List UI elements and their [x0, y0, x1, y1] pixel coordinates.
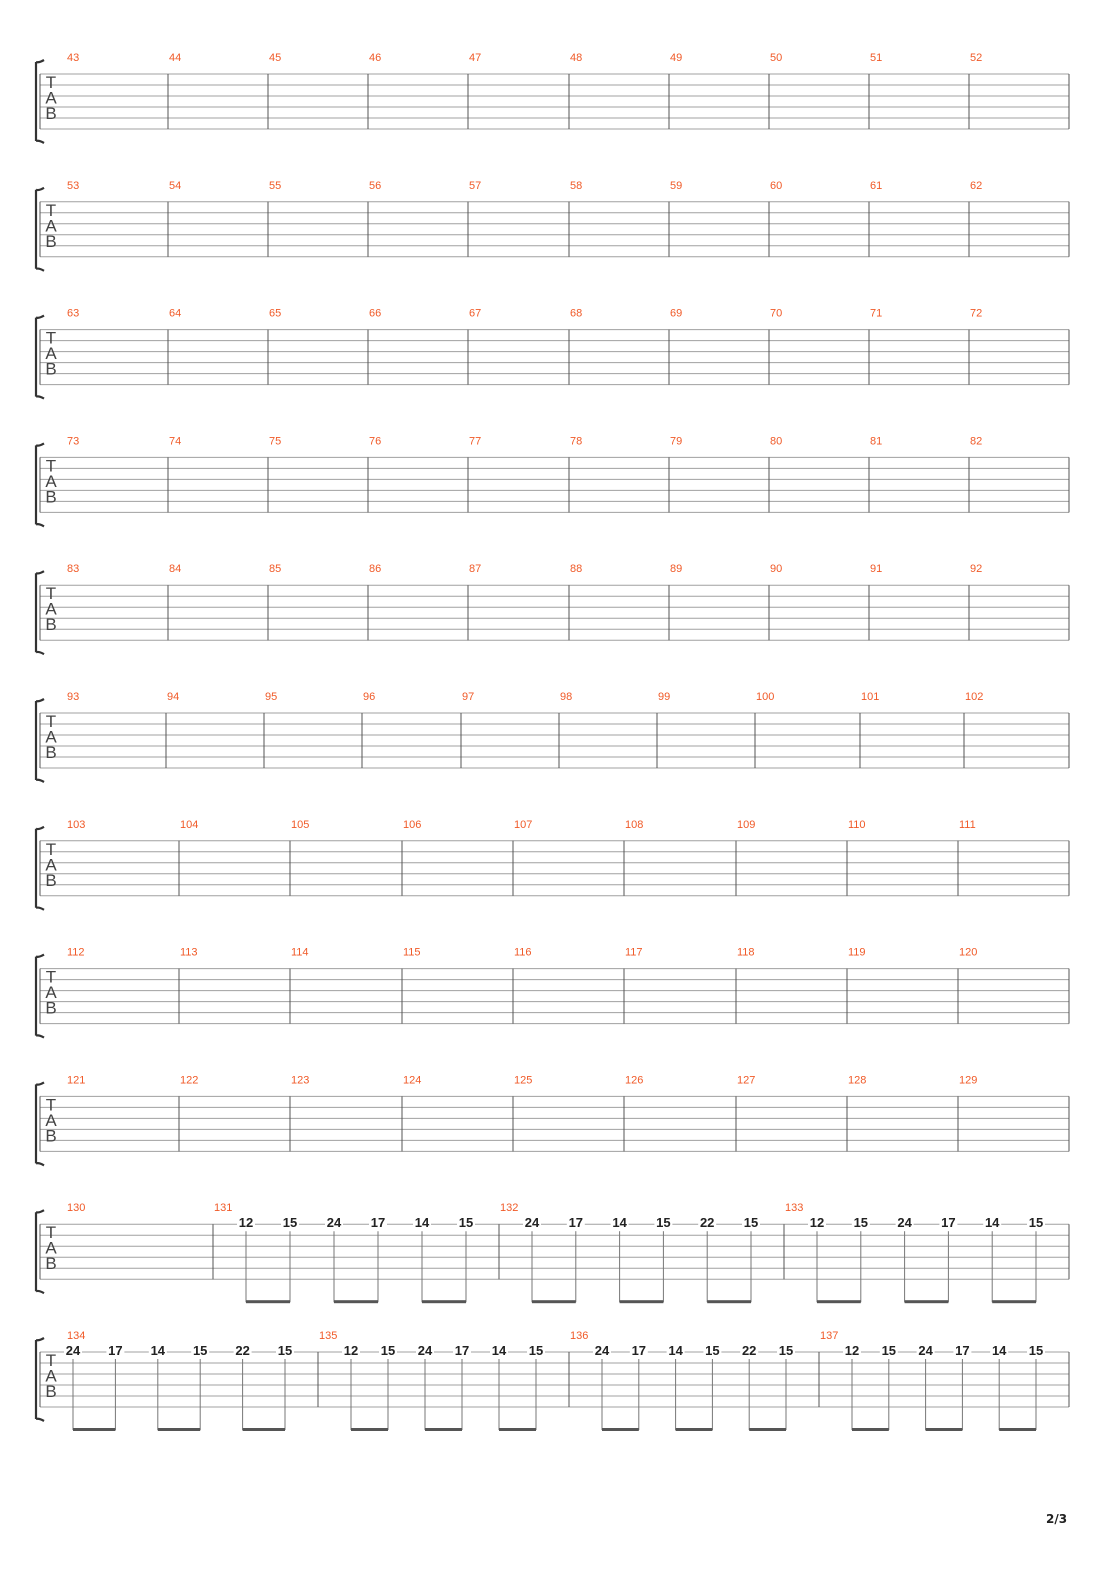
measure-number: 86 — [369, 563, 382, 576]
fret-number: 15 — [1028, 1215, 1044, 1231]
staff-system — [36, 1330, 1069, 1431]
measure-number: 134 — [67, 1330, 86, 1342]
measure-number: 104 — [180, 818, 199, 831]
note-beam — [905, 1300, 949, 1303]
tab-clef-letter: A — [45, 599, 57, 619]
tab-clef-letter: B — [45, 487, 57, 507]
note-beam — [422, 1300, 466, 1303]
tab-clef-letter: B — [45, 359, 57, 379]
note-beam — [351, 1428, 388, 1431]
tab-clef-letter: B — [45, 104, 57, 123]
measure-number: 123 — [291, 1074, 310, 1087]
fret-number: 15 — [881, 1343, 897, 1358]
measure-number: 126 — [625, 1074, 644, 1087]
fret-number: 15 — [1028, 1343, 1044, 1358]
measure-number: 89 — [670, 563, 683, 576]
measure-number: 120 — [959, 946, 978, 959]
measure-number: 50 — [770, 52, 783, 64]
tab-clef-letter: A — [45, 983, 57, 1003]
measure-number: 65 — [269, 307, 282, 320]
measure-number: 54 — [169, 179, 182, 192]
measure-number: 81 — [870, 435, 883, 448]
measure-number: 63 — [67, 307, 80, 320]
tab-clef-letter: T — [45, 839, 57, 859]
measure-number: 51 — [870, 52, 883, 64]
tab-clef-letter: A — [45, 1238, 57, 1258]
note-beam — [676, 1428, 713, 1431]
measure-number: 52 — [970, 52, 983, 64]
tab-clef-letter: B — [45, 231, 57, 251]
tab-clef-letter: T — [45, 1351, 57, 1370]
measure-number: 133 — [785, 1202, 804, 1215]
fret-number: 15 — [853, 1215, 869, 1231]
note-beam — [999, 1428, 1036, 1431]
fret-number: 14 — [414, 1215, 430, 1231]
fret-number: 12 — [343, 1343, 359, 1358]
fret-number: 22 — [741, 1343, 757, 1358]
measure-number: 47 — [469, 52, 482, 64]
staff-system — [36, 819, 1069, 910]
measure-number: 116 — [514, 946, 532, 959]
fret-number: 15 — [528, 1343, 544, 1358]
fret-number: 14 — [612, 1215, 627, 1231]
measure-number: 131 — [214, 1202, 233, 1215]
fret-number: 14 — [984, 1215, 1000, 1231]
fret-number: 17 — [454, 1343, 470, 1358]
staff-system — [36, 691, 1069, 782]
tab-clef-letter: T — [45, 1095, 57, 1115]
measure-number: 90 — [770, 563, 783, 576]
measure-number: 109 — [737, 818, 756, 831]
fret-number: 17 — [941, 1215, 956, 1231]
measure-number: 119 — [848, 946, 866, 959]
fret-number: 24 — [524, 1215, 540, 1231]
measure-number: 56 — [369, 179, 382, 192]
tab-clef-letter: A — [45, 88, 57, 108]
measure-number: 122 — [180, 1074, 199, 1087]
fret-number: 24 — [594, 1343, 610, 1358]
note-beam — [532, 1300, 576, 1303]
measure-number: 67 — [469, 307, 482, 320]
measure-number: 105 — [291, 818, 310, 831]
measure-number: 69 — [670, 307, 683, 320]
measure-number: 73 — [67, 435, 80, 448]
measure-number: 68 — [570, 307, 583, 320]
measure-number: 66 — [369, 307, 382, 320]
measure-number: 128 — [848, 1074, 867, 1087]
fret-number: 15 — [458, 1215, 474, 1231]
measure-number: 101 — [861, 691, 880, 703]
fret-number: 24 — [897, 1215, 912, 1231]
measure-number: 92 — [970, 563, 983, 576]
measure-number: 125 — [514, 1074, 533, 1087]
measure-number: 113 — [180, 946, 198, 959]
measure-number: 91 — [870, 563, 883, 576]
fret-number: 17 — [955, 1343, 970, 1358]
tab-clef-letter: B — [45, 1126, 57, 1146]
staff-system — [36, 308, 1069, 399]
measure-number: 118 — [737, 946, 755, 959]
measure-number: 114 — [291, 946, 309, 959]
note-beam — [749, 1428, 786, 1431]
measure-number: 107 — [514, 818, 533, 831]
tab-clef-letter: B — [45, 615, 57, 635]
measure-number: 93 — [67, 691, 80, 703]
staff-system — [36, 563, 1069, 654]
note-beam — [852, 1428, 889, 1431]
fret-number: 22 — [699, 1215, 715, 1231]
fret-number: 22 — [235, 1343, 250, 1358]
measure-number: 124 — [403, 1074, 422, 1087]
note-beam — [602, 1428, 639, 1431]
tab-clef-letter: A — [45, 344, 57, 364]
measure-number: 115 — [403, 946, 421, 959]
note-beam — [707, 1300, 751, 1303]
fret-number: 14 — [668, 1343, 683, 1358]
tab-clef-letter: T — [45, 73, 57, 92]
measure-number: 99 — [658, 691, 671, 703]
note-beam — [425, 1428, 462, 1431]
measure-number: 130 — [67, 1202, 86, 1215]
fret-number: 12 — [844, 1343, 860, 1358]
measure-number: 87 — [469, 563, 482, 576]
fret-number: 24 — [326, 1215, 342, 1231]
measure-number: 45 — [269, 52, 282, 64]
measure-number: 43 — [67, 52, 80, 64]
note-beam — [620, 1300, 664, 1303]
fret-number: 24 — [65, 1343, 81, 1358]
fret-number: 15 — [192, 1343, 208, 1358]
tab-clef-letter: A — [45, 855, 57, 875]
measure-number: 84 — [169, 563, 182, 576]
measure-number: 57 — [469, 179, 482, 192]
measure-number: 132 — [500, 1202, 519, 1215]
note-beam — [243, 1428, 285, 1431]
tab-clef-letter: T — [45, 584, 57, 604]
tab-clef-letter: B — [45, 1382, 57, 1401]
measure-number: 44 — [169, 52, 182, 64]
measure-number: 61 — [870, 179, 883, 192]
measure-number: 64 — [169, 307, 182, 320]
measure-number: 117 — [625, 946, 643, 959]
note-beam — [73, 1428, 115, 1431]
measure-number: 112 — [67, 946, 85, 959]
fret-number: 12 — [238, 1215, 254, 1231]
measure-number: 129 — [959, 1074, 978, 1087]
measure-number: 97 — [462, 691, 475, 703]
tab-clef-letter: A — [45, 471, 57, 491]
tab-clef-letter: B — [45, 998, 57, 1018]
fret-number: 24 — [417, 1343, 433, 1358]
note-beam — [499, 1428, 536, 1431]
measure-number: 94 — [167, 691, 180, 703]
measure-number: 76 — [369, 435, 382, 448]
measure-number: 83 — [67, 563, 80, 576]
measure-number: 110 — [848, 818, 866, 831]
fret-number: 15 — [778, 1343, 794, 1358]
measure-number: 55 — [269, 179, 282, 192]
measure-number: 106 — [403, 818, 422, 831]
tab-clef-letter: T — [45, 456, 57, 476]
fret-number: 14 — [491, 1343, 507, 1358]
measure-number: 70 — [770, 307, 783, 320]
measure-number: 60 — [770, 179, 783, 192]
tab-clef-letter: A — [45, 1366, 57, 1386]
measure-number: 77 — [469, 435, 482, 448]
measure-number: 127 — [737, 1074, 756, 1087]
tab-clef-letter: A — [45, 1110, 57, 1130]
tab-clef-letter: T — [45, 967, 57, 987]
measure-number: 96 — [363, 691, 376, 703]
measure-number: 72 — [970, 307, 983, 320]
measure-number: 46 — [369, 52, 382, 64]
measure-number: 71 — [870, 307, 883, 320]
measure-number: 78 — [570, 435, 583, 448]
staff-system — [36, 52, 1069, 143]
measure-number: 75 — [269, 435, 282, 448]
tab-clef-letter: A — [45, 727, 57, 747]
measure-number: 98 — [560, 691, 573, 703]
note-beam — [817, 1300, 861, 1303]
note-beam — [246, 1300, 290, 1303]
fret-number: 15 — [656, 1215, 671, 1231]
fret-number: 15 — [282, 1215, 298, 1231]
measure-number: 100 — [756, 691, 775, 703]
measure-number: 62 — [970, 179, 983, 192]
measure-number: 111 — [959, 818, 976, 831]
measure-number: 74 — [169, 435, 182, 448]
tab-clef-letter: T — [45, 328, 57, 348]
measure-number: 80 — [770, 435, 783, 448]
measure-number: 53 — [67, 179, 80, 192]
tab-clef-letter: B — [45, 870, 57, 890]
fret-number: 17 — [568, 1215, 584, 1231]
note-beam — [926, 1428, 963, 1431]
staff-system — [36, 1202, 1069, 1303]
measure-number: 121 — [67, 1074, 86, 1087]
measure-number: 59 — [670, 179, 683, 192]
measure-number: 102 — [965, 691, 984, 703]
measure-number: 49 — [670, 52, 683, 64]
staff-system — [36, 1074, 1069, 1165]
fret-number: 14 — [150, 1343, 166, 1358]
tab-clef-letter: T — [45, 1223, 57, 1243]
fret-number: 15 — [743, 1215, 759, 1231]
measure-number: 79 — [670, 435, 683, 448]
note-beam — [334, 1300, 378, 1303]
staff-system — [36, 435, 1069, 526]
fret-number: 14 — [991, 1343, 1007, 1358]
measure-number: 88 — [570, 563, 583, 576]
measure-number: 82 — [970, 435, 983, 448]
fret-number: 15 — [705, 1343, 720, 1358]
fret-number: 15 — [277, 1343, 293, 1358]
tab-clef-letter: T — [45, 200, 57, 220]
measure-number: 108 — [625, 818, 644, 831]
measure-number: 95 — [265, 691, 278, 703]
tab-clef-letter: T — [45, 712, 57, 731]
fret-number: 17 — [631, 1343, 647, 1358]
staff-system — [36, 180, 1069, 271]
fret-number: 15 — [380, 1343, 396, 1358]
measure-number: 136 — [570, 1330, 589, 1342]
fret-number: 24 — [918, 1343, 933, 1358]
measure-number: 137 — [820, 1330, 839, 1342]
measure-number: 103 — [67, 818, 86, 831]
fret-number: 17 — [370, 1215, 386, 1231]
fret-number: 12 — [809, 1215, 825, 1231]
note-beam — [158, 1428, 200, 1431]
staff-system — [36, 947, 1069, 1038]
tab-clef-letter: B — [45, 1254, 57, 1274]
measure-number: 48 — [570, 52, 583, 64]
measure-number: 85 — [269, 563, 282, 576]
page-number: 2/3 — [1046, 1512, 1068, 1526]
tab-clef-letter: B — [45, 743, 57, 762]
measure-number: 135 — [319, 1330, 338, 1342]
measure-number: 58 — [570, 179, 583, 192]
tab-clef-letter: A — [45, 216, 57, 236]
note-beam — [992, 1300, 1036, 1303]
fret-number: 17 — [108, 1343, 123, 1358]
